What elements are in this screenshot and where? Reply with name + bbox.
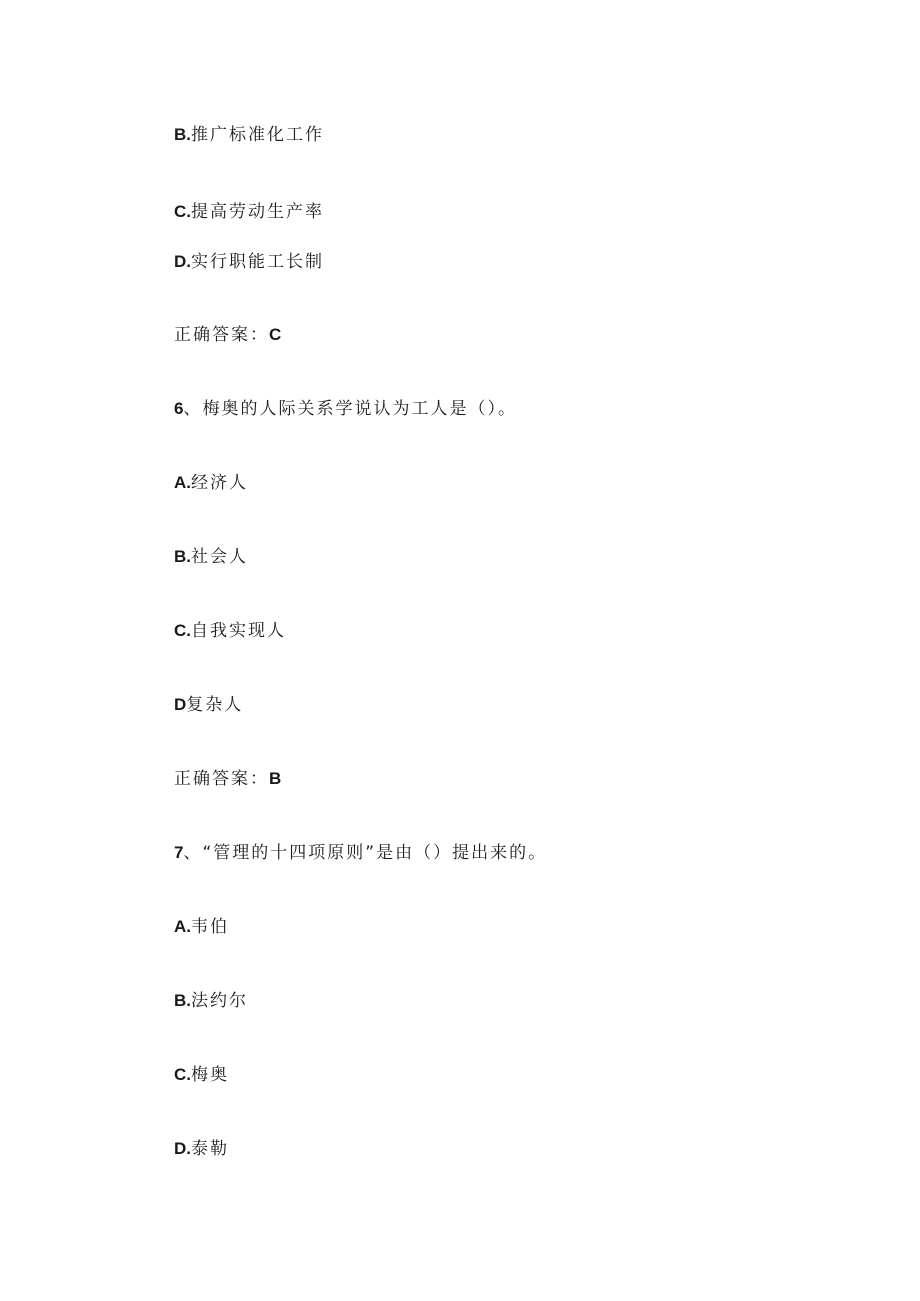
option-label: B. (174, 991, 191, 1010)
option-text: 推广标准化工作 (191, 125, 324, 145)
option-label: A. (174, 917, 191, 936)
q5-option-d (174, 250, 324, 274)
option-label: B. (174, 547, 191, 566)
option-text: 泰勒 (191, 1139, 229, 1159)
q7-option-b (174, 989, 248, 1013)
answer-value: C (269, 325, 282, 344)
q6-option-a (174, 471, 248, 495)
q6-option-c (174, 619, 286, 643)
option-text: 社会人 (191, 547, 248, 567)
answer-value: B (269, 769, 282, 788)
question-number: 7 (174, 843, 184, 862)
question-text: 、“管理的十四项原则”是由（）提出来的。 (183, 843, 548, 863)
option-text: 韦伯 (191, 917, 229, 937)
q7-option-d (174, 1137, 229, 1161)
q6-stem (174, 397, 517, 421)
option-label: B. (174, 125, 191, 144)
answer-prefix: 正确答案： (174, 325, 269, 345)
option-text: 梅奥 (191, 1065, 229, 1085)
question-number: 6 (174, 399, 184, 418)
option-label: C. (174, 202, 191, 221)
option-text: 自我实现人 (191, 621, 286, 641)
option-text: 经济人 (191, 473, 248, 493)
answer-prefix: 正确答案： (174, 769, 269, 789)
q7-option-c (174, 1063, 229, 1087)
option-text: 法约尔 (191, 991, 248, 1011)
option-text: 复杂人 (186, 695, 244, 715)
q6-answer (174, 767, 281, 791)
q5-option-b (174, 123, 324, 147)
option-label: A. (174, 473, 191, 492)
q5-option-c (174, 200, 324, 224)
option-label: C. (174, 621, 191, 640)
q7-option-a (174, 915, 229, 939)
q5-answer (174, 323, 281, 347)
option-text: 实行职能工长制 (191, 252, 324, 272)
option-label: D (174, 695, 187, 714)
option-label: C. (174, 1065, 191, 1084)
q6-option-d (174, 693, 243, 717)
option-label: D. (174, 1139, 191, 1158)
q7-stem (174, 841, 547, 865)
option-text: 提高劳动生产率 (191, 202, 324, 222)
q6-option-b (174, 545, 248, 569)
option-label: D. (174, 252, 191, 271)
question-text: 、梅奥的人际关系学说认为工人是（）。 (183, 399, 517, 419)
